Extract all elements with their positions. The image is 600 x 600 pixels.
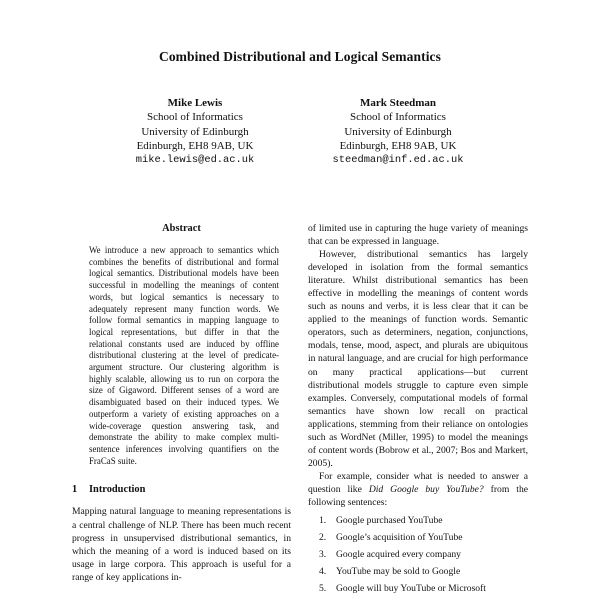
list-item-number: 4.	[319, 566, 327, 578]
author-email: mike.lewis@ed.ac.uk	[135, 154, 255, 167]
author-affiliation-line: School of Informatics	[350, 111, 446, 124]
author-affiliation-line: Edinburgh, EH8 9AB, UK	[136, 139, 254, 152]
left-column	[72, 222, 291, 584]
author-name: Mike Lewis	[167, 97, 223, 109]
abstract-body: We introduce a new approach to semantics which combines the benefits of distributional and formal logical semantics. Distributional models have been successful in modelling the meanings of content words, but logical semantics is necessary to adequately represent many function words. We follow formal semantics in mapping language to logical representations, but differ in that the relational constants used are induced by offline distributional clustering at the level of predicate-argument structure. Our clustering algorithm is highly scalable, allowing us to run on corpora the size of Gigaword. Different senses of a word are disambiguated based on their induced types. We outperform a variety of existing approaches on a wide-coverage question answering task, and demonstrate the ability to make complex multi-sentence inferences involving quantifiers on the FraCaS suite.	[89, 245, 279, 466]
body-paragraph: However, distributional semantics has largely developed in isolation from the formal semantics literature. Whilst distributional semantics has been effective in modelling the meanings of content words such as nouns and verbs, it is less clear that it can be applied to the meanings of function words. Semantic operators, such as determiners, negation, conjunctions, modals, tense, mood, aspect, and plurals are ubiquitous in natural language, and are crucial for high performance on many practical applications—but current distributional models struggle to capture even simple examples. Conversely, computational models of formal semantics have shown low recall on practical applications, stemming from their reliance on ontologies such as WordNet (Miller, 1995) to model the meanings of content words (Bobrow et al., 2007; Bos and Markert, 2005).	[308, 249, 528, 469]
section-title: Introduction	[89, 484, 146, 496]
list-item-number: 3.	[319, 549, 327, 561]
author-email: steedman@inf.ed.ac.uk	[332, 154, 464, 167]
author-affiliation-line: University of Edinburgh	[141, 125, 249, 138]
list-item-text: Google’s acquisition of YouTube	[336, 532, 463, 544]
list-item-number: 5.	[319, 583, 327, 595]
author-block-lewis	[95, 96, 295, 167]
list-item-number: 1.	[319, 515, 327, 527]
right-column	[308, 222, 528, 599]
list-item-text: YouTube may be sold to Google	[336, 566, 461, 578]
author-affiliation-line: School of Informatics	[147, 111, 243, 124]
example-question-paragraph	[308, 470, 528, 509]
author-affiliation-line: University of Edinburgh	[344, 125, 452, 138]
list-item	[319, 565, 528, 578]
paragraph-text: from the following sentences:	[308, 483, 528, 508]
example-question: Did Google buy YouTube?	[368, 483, 484, 495]
list-item-text: Google will buy YouTube or Microsoft	[336, 583, 486, 595]
introduction-paragraph: Mapping natural language to meaning representations is a central challenge of NLP. There has been much recent progress in unsupervised distributional semantics, in which the meaning of a word is induced based on its usage in large corpora. This approach is useful for a range of key applications in-	[72, 506, 291, 583]
section-number: 1	[72, 484, 78, 496]
section-heading-introduction	[72, 483, 291, 496]
abstract-heading: Abstract	[162, 223, 201, 234]
paragraph-text: For example, consider what is needed to answer a question like	[308, 470, 528, 495]
list-item-text: Google acquired every company	[336, 549, 461, 561]
author-block-steedman	[298, 96, 498, 167]
paper-title: Combined Distributional and Logical Semantics	[158, 49, 442, 64]
list-item-number: 2.	[319, 532, 327, 544]
author-name: Mark Steedman	[359, 97, 437, 109]
list-item-text: Google purchased YouTube	[336, 515, 443, 527]
list-item	[319, 548, 528, 561]
list-item	[319, 514, 528, 527]
list-item	[319, 531, 528, 544]
continued-paragraph: of limited use in capturing the huge variety of meanings that can be expressed in language.	[308, 223, 528, 248]
list-item	[319, 582, 528, 595]
example-sentence-list	[308, 514, 528, 595]
author-affiliation-line: Edinburgh, EH8 9AB, UK	[339, 139, 457, 152]
